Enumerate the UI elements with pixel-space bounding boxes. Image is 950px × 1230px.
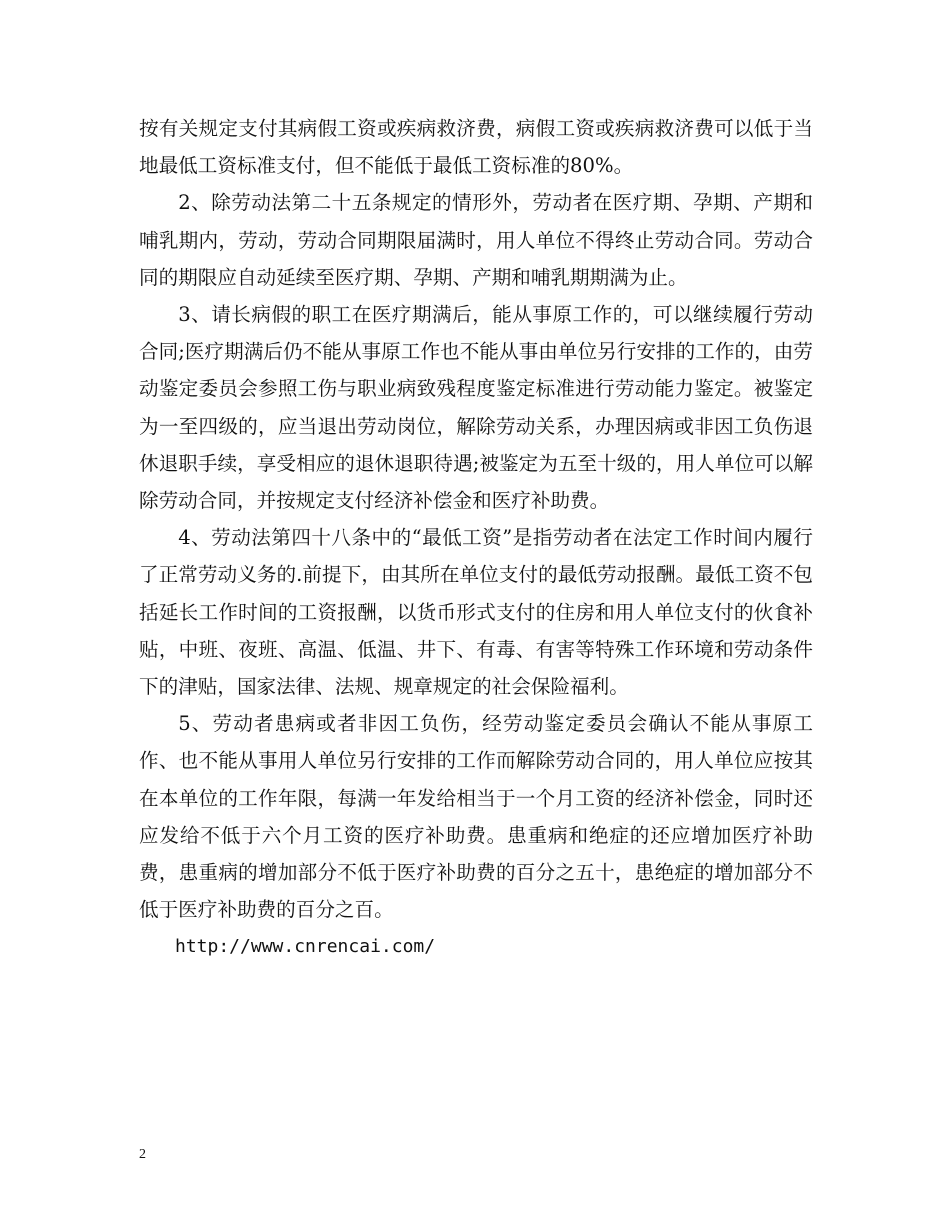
paragraph-item-3: 3、请长病假的职工在医疗期满后，能从事原工作的，可以继续履行劳动合同;医疗期满后仍不能从事原工作也不能从事由单位另行安排的工作的，由劳动鉴定委员会参照工伤与职业病致残程度鉴定标准进行劳动能力鉴定。被鉴定为一至四级的，应当退出劳动岗位，解除劳动关系，办理因病或非因工负伤退休退职手续，享受相应的退休退职待遇;被鉴定为五至十级的，用人单位可以解除劳动合同，并按规定支付经济补偿金和医疗补助费。 bbox=[139, 303, 813, 513]
paragraph-item-5: 5、劳动者患病或者非因工负伤，经劳动鉴定委员会确认不能从事原工作、也不能从事用人单位另行安排的工作而解除劳动合同的，用人单位应按其在本单位的工作年限，每满一年发给相当于一个月工资的经济补偿金，同时还应发给不低于六个月工资的医疗补助费。患重病和绝症的还应增加医疗补助费，患重病的增加部分不低于医疗补助费的百分之五十，患绝症的增加部分不低于医疗补助费的百分之百。 bbox=[139, 712, 813, 922]
document-body bbox=[139, 110, 813, 966]
page-number: 2 bbox=[139, 1147, 146, 1162]
source-url: http://www.cnrencai.com/ bbox=[175, 936, 436, 958]
paragraph-item-4: 4、劳动法第四十八条中的“最低工资”是指劳动者在法定工作时间内履行了正常劳动义务的.前提下，由其所在单位支付的最低劳动报酬。最低工资不包括延长工作时间的工资报酬，以货币形式支付的住房和用人单位支付的伙食补贴，中班、夜班、高温、低温、井下、有毒、有害等特殊工作环境和劳动条件下的津贴，国家法律、法规、规章规定的社会保险福利。 bbox=[139, 526, 813, 699]
paragraph-continuation: 按有关规定支付其病假工资或疾病救济费，病假工资或疾病救济费可以低于当地最低工资标准支付，但不能低于最低工资标准的80%。 bbox=[139, 117, 813, 178]
paragraph-item-2: 2、除劳动法第二十五条规定的情形外，劳动者在医疗期、孕期、产期和哺乳期内，劳动，劳动合同期限届满时，用人单位不得终止劳动合同。劳动合同的期限应自动延续至医疗期、孕期、产期和哺乳期期满为止。 bbox=[139, 191, 813, 289]
